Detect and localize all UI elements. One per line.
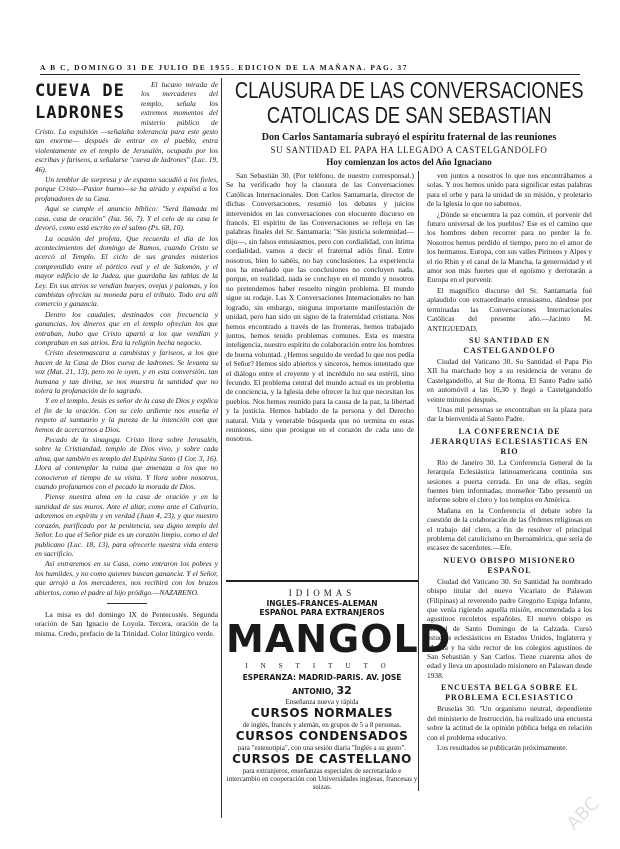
paragraph: El magnífico discurso del Sr. Santamaría fué aplaudido con extraordinario entusiasmo, dándose por terminadas las Conversaciones Internacionales Católicas del presente año.—Jacinto M. ANTIGUEDAD. [427,285,592,333]
main-article-area [226,78,592,791]
ad-brand: MANGOLD [226,617,452,661]
ad-line: para extranjeros, enseñanzas especiales de secretariado e intercambio en cooperación con Universidades inglesas, francesas y suizas. [226,767,418,791]
ad-course: CURSOS DE CASTELLANO [232,752,412,766]
subheadline: SU SANTIDAD EL PAPA HA LLEGADO A CASTELGANDOLFO [270,145,548,155]
ad-line: Enseñanza nueva y rápida [285,698,359,706]
paragraph: Aquí se cumple el anuncio bíblico: "Será llamada mi casa, casa de oración" (Isa. 56, 7). Y el celo de su casa le devoró, como está escrito en el salmo (Ps. 68, 10). [35,204,218,233]
section-heading: SU SANTIDAD EN CASTELGANDOLFO [463,335,556,355]
paragraph: Bruselas 30. "Un organismo neutral, dependiente del ministerio de Instrucción, ha realizado una encuesta sobre la actitud de la opinión pública belga en relación con el problema educativo. [427,704,592,742]
paragraph: Un temblor de sorpresa y de espanto sacudió a los fieles, porque Cristo—Pastor bueno—se ha airado y expulsó a los profanadores de su Casa. [35,175,218,203]
paragraph: Cristo desenmascara a cambistas y fariseos, a los que hacen de la Casa de Dios cueva de ladrones. Se levanta su voz (Mat. 21, 13), pero no le oyen, y en esta conversión, tan humana y tan divina, se nos muestra la santidad que no tolera la profanación de lo sagrado. [35,348,218,395]
article-title: CUEVA DE LADRONES [35,81,125,123]
main-headline: CLAUSURA DE LAS CONVERSACIONES CATOLICAS DE SAN SEBASTIAN [234,77,584,128]
paragraph: ven juntos a nosotros lo que nos encontrábamos a solas. Y nos hemos unido para significar estas palabras para el orbe y para la unidad de su misión, y proletario de la Iglesia lo que no sabemos. [427,171,592,209]
paragraph: ¿Dónde se encuentra la paz común, el porvenir del futuro universal de los pueblos? Ese es el camino que los hombres deben recorrer para no perder la fe. Nosotros hemos perdido el tiempo, pero no el amor de los hermanos. Europa, con sus valles Pirineos y Alpes y el río Rhin y el canal de la Mancha, la generosidad y el amor son más fuertes que el egoísmo y derrotarán a Europa en el porvenir. [427,209,592,285]
subheadline: Don Carlos Santamaría subrayó el espíritu fraternal de las reuniones [261,132,557,143]
center-column [226,171,452,791]
paragraph: El lucano mirada de los mercaderes del templo, señala los extremos momentos del misterio público de Cristo. La expulsión —señalaba tolerancia para este gesto tan enorme— después de entrar en el pueblo, entra violentamente en el templo de Jerusalén, ocupado por los escribas y fariseos, a señalarse "cueva de ladrones" (Luc. 19, 46). [35,80,218,174]
right-column-articles [427,171,592,771]
paragraph: Y en el templo, Jesús es señor de la casa de Dios y explica el fin de la oración. Con su celo ardiente nos enseña el respeto al santuario y la pureza de la intención con que hemos de acercarnos a Dios. [35,396,218,434]
paragraph: Ciudad del Vaticano 30. Su Santidad el Papa Pío XII ha marchado hoy a su residencia de verano de Castelgandolfo, al Sur de Roma. El Santo Padre salió en automóvil a las 16,30 y llegó a Castelgandolfo veinte minutos después. [427,356,592,404]
paragraph: Dentro los caudales, destinados con frecuencia y ganancias, los dineros que en el templo ofrecían los que entraban, hubo que Cristo apartó a los que vendían y compraban en sus atrios. Era la religión hecha negocio. [35,309,218,347]
left-column-article [35,80,218,820]
paragraph: Unas mil personas se encontraban en la plaza para dar la bienvenida al Santo Padre. [427,404,592,424]
article-columns [226,171,592,791]
separator [107,603,147,604]
paragraph: Ciudad del Vaticano 30. Su Santidad ha nombrado obispo titular del nuevo Vicariato de Palawan (Filipinas) al reverendo padre Gregorio Espiga Infante, que venía rigiendo aquella misión, encomendada a los agustinos recoletos españoles. El nuevo obispo es natural de Santo Domingo de la Calzada. Cursó estudios eclesiásticos en Estados Unidos, Inglaterra y Manila y ha sido rector de los colegios agustinos de San Sebastián y San Carlos. Tiene cuarenta años de edad y lleva un apostolado misionero en Palawan desde 1938. [427,576,592,680]
mangold-advertisement [226,580,452,791]
paragraph: Piense nuestra alma en la casa de oración y en la santidad de sus muros. Ante el altar, como ante el Calvario, adoremos en espíritu y en verdad (Juan 4, 23), y que nuestro corazón, purificado por la penitencia, sea digno templo del Señor. Lo que el Señor pide es un corazón limpio, como el del publicano (Luc. 18, 13), para ofrecerle nuestra vida entera en sacrificio. [35,492,218,558]
ad-line: para "estenotipia", con una sesión diaria "Inglés a su gusto". [237,744,407,752]
section-heading: NUEVO OBISPO MISIONERO ESPAÑOL [443,555,576,575]
paragraph: Pecado de la sinagoga. Cristo llora sobre Jerusalén, sobre la Cristiandad, templo de Dios vivo, y sobre cada alma, que también es templo del Espíritu Santo (I Cor. 3, 16). Llora al contemplar la ruina que amenaza a los que no conocieron el tiempo de su visita. Y llora sobre nosotros, cuando profanamos con el pecado la morada de Dios. [35,435,218,492]
section-heading: ENCUESTA BELGA SOBRE EL PROBLEMA ECLESIASTICO [441,683,578,703]
ad-address-text: ESPERANZA: MADRID-PARIS. AV. JOSE ANTONIO, [242,673,402,696]
ad-line: IDIOMAS [288,588,356,598]
page-header: A B C, DOMINGO 31 DE JULIO DE 1955. EDICION DE LA MAÑANA. PAG. 37 [40,63,580,75]
ad-line: INGLES-FRANCES-ALEMAN [266,599,378,608]
ad-line: de inglés, francés y alemán, en grupos de 5 a 8 personas. [242,721,402,729]
paragraph: Así entraremos en su Casa, como entraron los pobres y los humildes, y no como quienes buscan ganancia. Y el Señor, que arrojó a los mercaderes, nos recibirá con los brazos abiertos, como el padre al hijo pródigo.—NAZARENO. [35,559,218,597]
column-divider [221,78,222,818]
subheadline: Hoy comienzan los actos del Año Ignaciano [326,157,492,167]
ad-course: CURSOS CONDENSADOS [235,729,409,743]
paragraph: Mañana en la Conferencia el debate sobre la cuestión de la colaboración de las Órdenes religiosas en el trabajo del clero, a fin de resolver el principal problema del catolicismo en Iberoamérica, que sería de escasez de sacerdotes.—Efe. [427,505,592,553]
paragraph: Los resultados se publicarán próximamente. [437,742,568,752]
paragraph: La ocasión del profeta, Que recuerda el día de los acontecimientos del domingo de Ramos, cuando Cristo se acercó al Templo. El ciclo de sus grandes misterios comprendido entre el pórtico real y el de Salomón, y el mayor edificio de la Judea, que guardaba las tablas de la Ley. En sus atrios se vendían bueyes, ovejas y palomas, y los cambistas ofrecían su moneda para el tributo. Todo era allí comercio y ganancia. [35,233,218,309]
center-column-article [226,171,414,576]
section-heading: LA CONFERENCIA DE JERARQUIAS ECLESIASTICAS EN RIO [430,426,589,456]
ad-address [226,671,418,698]
watermark: ABC [562,793,604,835]
ad-line: INSTITUTO [245,662,399,670]
headline-wrapper [226,78,592,128]
ad-line: ESPAÑOL PARA EXTRANJEROS [259,608,385,617]
ad-address-number: 32 [336,684,352,697]
ad-course: CURSOS NORMALES [250,706,394,720]
paragraph: San Sebastián 30. (Por teléfono, de nuestro corresponsal.) Se ha verificado hoy la clausura de las Conversaciones Católicas Internacionales. Don Carlos Santamaría, director de dichas Conversaciones, resumió los debates y juicios intervenidos en las conversaciones con elocuente discurso en francés. El espíritu de las Conversaciones se refleja en las palabras finales del Sr. Santamaría: "Sin justicia solemnidad—dijo—, sin falsos entusiasmos, pero con cordialidad, con íntima cordialidad, vamos a decir el fraternal adiós final. Entre nosotros, bien lo sabéis, no hay conclusiones. La experiencia nos ha enseñado que las conclusiones no concluyen nada, porque, en realidad, nada se concluye en el mundo y nosotros no pretendemos haber resuelto ningún problema. El mundo sigue su rodaje. Las X Conversaciones Internacionales no han logrado, sin embargo, ninguna importante manifestación de unidad, pero han sido un signo de la fraternidad cristiana. Nos hemos encontrado a través de las fronteras, hemos trabajado juntos, hemos tenido problemas comunes. Esta es nuestra inteligencia, nuestro espíritu de colaboración entre los hombres de buena voluntad. ¿Hemos seguido de verdad lo que nos pedía el Señor? Hemos sido abiertos y sinceros, hemos intentado que el diálogo entre el creyente y el incrédulo no sea estéril, sino fecundo. El problema central del mundo actual es un problema de conciencia, y la Iglesia debe ofrecer la luz que necesitan los pueblos. Nos hemos reunido para la causa de la paz, la libertad y la justicia. Hemos hablado de la persona y del Derecho natural. Vida y venerable búsqueda que no termina en estas reuniones, sino que prosigue en el corazón de cada uno de nosotros. [226,171,414,444]
paragraph: Río de Janeiro 30. La Conferencia General de la Jerarquía Eclesiástica latinoamericana continúa sus sesiones a puerta cerrada. En una de ellas, según fuentes bien informadas, monseñor Tabo presentó un informe sobre el clero y los templos en América. [427,457,592,505]
paragraph: La misa es del domingo IX de Pentecostés. Segunda oración de San Ignacio de Loyola. Tercera, oración de la misma. Credo, prefacio de la Trinidad. Color litúrgico verde. [35,609,218,638]
